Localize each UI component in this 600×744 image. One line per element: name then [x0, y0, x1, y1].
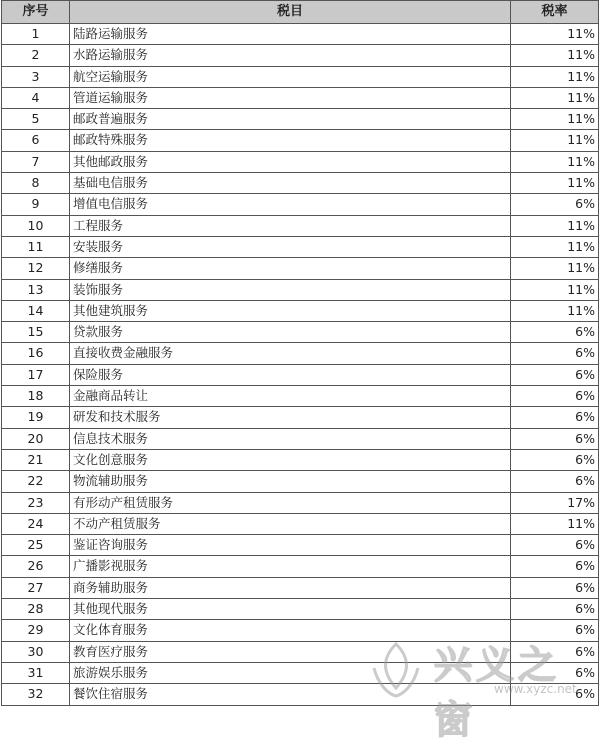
table-row [2, 471, 599, 492]
cell-item: 管道运输服务 [70, 87, 511, 108]
table-row [2, 109, 599, 130]
header-item: 税目 [70, 1, 511, 24]
cell-rate: 6% [511, 684, 599, 705]
table-row [2, 407, 599, 428]
cell-index: 24 [2, 513, 70, 534]
table-row [2, 684, 599, 705]
cell-rate: 6% [511, 556, 599, 577]
cell-item: 陆路运输服务 [70, 24, 511, 45]
table-row [2, 513, 599, 534]
cell-item: 工程服务 [70, 215, 511, 236]
cell-item: 金融商品转让 [70, 386, 511, 407]
table-row [2, 66, 599, 87]
cell-rate: 6% [511, 641, 599, 662]
cell-rate: 11% [511, 45, 599, 66]
cell-rate: 6% [511, 662, 599, 683]
cell-rate: 6% [511, 620, 599, 641]
cell-index: 4 [2, 87, 70, 108]
cell-rate: 6% [511, 364, 599, 385]
cell-item: 安装服务 [70, 236, 511, 257]
cell-rate: 11% [511, 87, 599, 108]
cell-rate: 11% [511, 258, 599, 279]
cell-item: 信息技术服务 [70, 428, 511, 449]
cell-index: 9 [2, 194, 70, 215]
cell-index: 3 [2, 66, 70, 87]
cell-rate: 6% [511, 535, 599, 556]
table-row [2, 24, 599, 45]
table-row [2, 449, 599, 470]
cell-rate: 6% [511, 471, 599, 492]
header-rate: 税率 [511, 1, 599, 24]
cell-index: 8 [2, 173, 70, 194]
cell-item: 其他现代服务 [70, 599, 511, 620]
cell-index: 15 [2, 322, 70, 343]
cell-rate: 6% [511, 449, 599, 470]
cell-index: 25 [2, 535, 70, 556]
table-row [2, 556, 599, 577]
cell-rate: 6% [511, 577, 599, 598]
cell-rate: 11% [511, 236, 599, 257]
cell-index: 22 [2, 471, 70, 492]
cell-index: 17 [2, 364, 70, 385]
table-header-row [2, 1, 599, 24]
cell-item: 不动产租赁服务 [70, 513, 511, 534]
cell-item: 物流辅助服务 [70, 471, 511, 492]
cell-rate: 6% [511, 194, 599, 215]
table-row [2, 236, 599, 257]
cell-item: 商务辅助服务 [70, 577, 511, 598]
cell-item: 旅游娱乐服务 [70, 662, 511, 683]
cell-rate: 11% [511, 215, 599, 236]
table-row [2, 194, 599, 215]
watermark-text: 兴义之窗 [434, 643, 561, 742]
cell-index: 16 [2, 343, 70, 364]
table-row [2, 173, 599, 194]
cell-index: 27 [2, 577, 70, 598]
table-row [2, 258, 599, 279]
table-row [2, 577, 599, 598]
cell-item: 基础电信服务 [70, 173, 511, 194]
cell-rate: 11% [511, 513, 599, 534]
cell-rate: 11% [511, 279, 599, 300]
cell-rate: 11% [511, 66, 599, 87]
table-body [2, 24, 599, 706]
cell-item: 文化创意服务 [70, 449, 511, 470]
table-row [2, 620, 599, 641]
cell-item: 水路运输服务 [70, 45, 511, 66]
cell-item: 直接收费金融服务 [70, 343, 511, 364]
cell-rate: 17% [511, 492, 599, 513]
cell-item: 文化体育服务 [70, 620, 511, 641]
cell-index: 28 [2, 599, 70, 620]
cell-index: 14 [2, 300, 70, 321]
cell-item: 航空运输服务 [70, 66, 511, 87]
table-row [2, 641, 599, 662]
cell-rate: 6% [511, 599, 599, 620]
cell-index: 13 [2, 279, 70, 300]
cell-item: 研发和技术服务 [70, 407, 511, 428]
cell-rate: 11% [511, 109, 599, 130]
tax-rate-table [1, 0, 599, 706]
table-row [2, 130, 599, 151]
cell-index: 5 [2, 109, 70, 130]
cell-item: 其他邮政服务 [70, 151, 511, 172]
cell-index: 23 [2, 492, 70, 513]
cell-index: 6 [2, 130, 70, 151]
cell-item: 鉴证咨询服务 [70, 535, 511, 556]
cell-index: 7 [2, 151, 70, 172]
cell-item: 其他建筑服务 [70, 300, 511, 321]
cell-item: 广播影视服务 [70, 556, 511, 577]
table-row [2, 535, 599, 556]
table-row [2, 300, 599, 321]
cell-rate: 11% [511, 24, 599, 45]
cell-index: 12 [2, 258, 70, 279]
cell-item: 装饰服务 [70, 279, 511, 300]
table-row [2, 343, 599, 364]
table-row [2, 45, 599, 66]
table-row [2, 215, 599, 236]
watermark-url: www.xyzc.net [494, 682, 577, 696]
cell-item: 增值电信服务 [70, 194, 511, 215]
table-row [2, 492, 599, 513]
cell-index: 29 [2, 620, 70, 641]
cell-item: 教育医疗服务 [70, 641, 511, 662]
header-index: 序号 [2, 1, 70, 24]
table-row [2, 87, 599, 108]
cell-index: 20 [2, 428, 70, 449]
cell-index: 18 [2, 386, 70, 407]
table-row [2, 279, 599, 300]
table-row [2, 386, 599, 407]
cell-index: 31 [2, 662, 70, 683]
cell-item: 修缮服务 [70, 258, 511, 279]
cell-index: 26 [2, 556, 70, 577]
table-row [2, 428, 599, 449]
cell-index: 19 [2, 407, 70, 428]
table-row [2, 662, 599, 683]
cell-index: 10 [2, 215, 70, 236]
cell-rate: 11% [511, 130, 599, 151]
table-row [2, 322, 599, 343]
cell-rate: 6% [511, 428, 599, 449]
cell-rate: 6% [511, 343, 599, 364]
cell-item: 餐饮住宿服务 [70, 684, 511, 705]
cell-rate: 11% [511, 173, 599, 194]
cell-item: 保险服务 [70, 364, 511, 385]
cell-index: 11 [2, 236, 70, 257]
cell-index: 1 [2, 24, 70, 45]
table-row [2, 599, 599, 620]
cell-item: 贷款服务 [70, 322, 511, 343]
table-row [2, 151, 599, 172]
cell-item: 邮政特殊服务 [70, 130, 511, 151]
cell-rate: 6% [511, 322, 599, 343]
table-row [2, 364, 599, 385]
cell-rate: 11% [511, 300, 599, 321]
cell-index: 32 [2, 684, 70, 705]
cell-rate: 11% [511, 151, 599, 172]
cell-index: 21 [2, 449, 70, 470]
cell-item: 邮政普遍服务 [70, 109, 511, 130]
cell-index: 30 [2, 641, 70, 662]
cell-rate: 6% [511, 407, 599, 428]
cell-item: 有形动产租赁服务 [70, 492, 511, 513]
cell-index: 2 [2, 45, 70, 66]
cell-rate: 6% [511, 386, 599, 407]
